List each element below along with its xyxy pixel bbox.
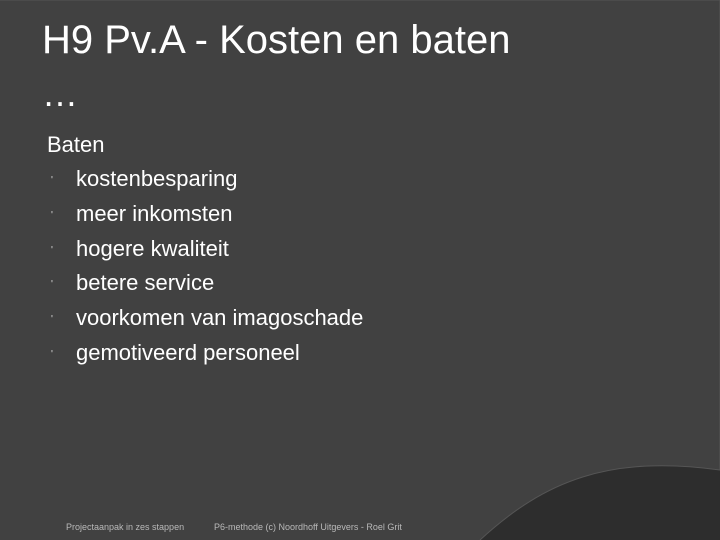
slide-content: [47, 131, 647, 374]
bullet-marker: ': [51, 314, 53, 326]
list-item-text: meer inkomsten: [76, 200, 233, 226]
list-item-text: hogere kwaliteit: [76, 235, 229, 261]
list-item-text: kostenbesparing: [76, 166, 238, 191]
slide-title: H9 Pv.A - Kosten en baten: [42, 18, 511, 62]
list-item-text: gemotiveerd personeel: [76, 339, 300, 365]
list-item-text: voorkomen van imagoschade: [76, 305, 364, 331]
list-item: [47, 339, 647, 374]
title-ellipsis: …: [42, 73, 82, 114]
footer-left-text: Projectaanpak in zes stappen: [66, 522, 185, 532]
list-item: [47, 304, 647, 339]
bullet-marker: ': [51, 209, 53, 221]
list-item-text: betere service: [76, 270, 215, 296]
list-item: [47, 165, 647, 200]
benefits-list: [47, 165, 647, 374]
section-heading-baten: Baten: [47, 132, 105, 157]
bullet-marker: ': [51, 348, 53, 360]
list-item: [47, 200, 647, 235]
footer-right-text: P6-methode (c) Noordhoff Uitgevers - Roel Grit: [214, 522, 402, 532]
bullet-marker: ': [51, 175, 53, 186]
bullet-marker: ': [51, 244, 53, 256]
list-item: [47, 235, 647, 270]
bullet-marker: ': [51, 279, 53, 291]
list-item: [47, 269, 647, 304]
